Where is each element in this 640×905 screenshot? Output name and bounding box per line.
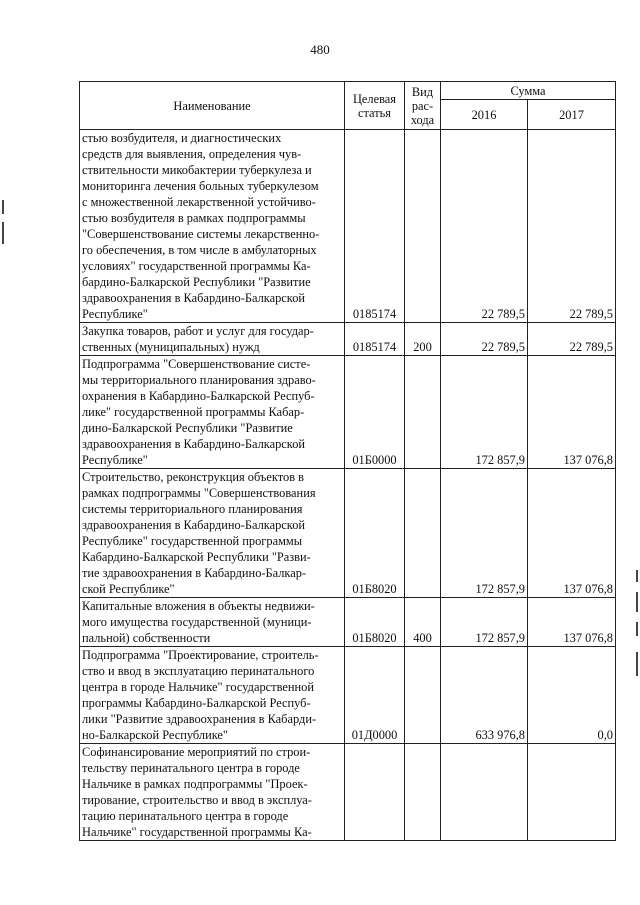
row-value-2017: 137 076,8: [528, 469, 616, 598]
row-value-2017: 137 076,8: [528, 598, 616, 647]
row-name: Закупка товаров, работ и услуг для государ- ственных (муниципальных) нужд: [80, 323, 345, 356]
row-value-2016: [441, 744, 528, 841]
header-year-2016: 2016: [441, 100, 528, 130]
row-value-2017: 0,0: [528, 647, 616, 744]
row-value-2016: 633 976,8: [441, 647, 528, 744]
row-type: [405, 469, 441, 598]
row-code: 0185174: [345, 130, 405, 323]
row-type: [405, 356, 441, 469]
table-row: [80, 323, 616, 356]
table-row: [80, 469, 616, 598]
scan-edge-mark: [2, 200, 4, 214]
row-name: Подпрограмма "Проектирование, строитель- ство и ввод в эксплуатацию перинатального центра в городе Нальчике" государственной программы Кабардино-Балкарской Респуб- лики "Развитие здравоохранения в Кабарди- но-Балкарской Республике": [80, 647, 345, 744]
row-name: Строительство, реконструкция объектов в рамках подпрограммы "Совершенствования системы территориального планирования здравоохранения в Кабардино-Балкарской Республике" государственной программы Кабардино-Балкарской Республики "Разви- тие здравоохранения в Кабардино-Балкар- ской Республике": [80, 469, 345, 598]
table-row: [80, 647, 616, 744]
row-value-2016: 22 789,5: [441, 130, 528, 323]
row-type: [405, 130, 441, 323]
row-name: Софинансирование мероприятий по строи- тельству перинатального центра в городе Нальчике в рамках подпрограммы "Проек- тирование, строительство и ввод в эксплуа- тацию перинатального центра в городе Нальчике" государственной программы Ка-: [80, 744, 345, 841]
scan-edge-mark: [2, 222, 4, 244]
budget-table: [79, 81, 616, 841]
row-value-2017: 137 076,8: [528, 356, 616, 469]
row-value-2016: 22 789,5: [441, 323, 528, 356]
scan-edge-mark: [636, 622, 638, 636]
header-name: Наименование: [80, 82, 345, 130]
row-value-2016: 172 857,9: [441, 469, 528, 598]
scan-edge-mark: [636, 570, 638, 582]
row-code: 01Б8020: [345, 469, 405, 598]
table-row: [80, 598, 616, 647]
row-name: Подпрограмма "Совершенствование систе- мы территориального планирования здраво- охранения в Кабардино-Балкарской Респуб- лике" государственной программы Кабар- дино-Балкарской Республики "Развитие здравоохранения в Кабардино-Балкарской Республике": [80, 356, 345, 469]
row-type: 400: [405, 598, 441, 647]
table-header: [80, 82, 616, 130]
row-code: 01Д0000: [345, 647, 405, 744]
row-type: 200: [405, 323, 441, 356]
row-code: 01Б0000: [345, 356, 405, 469]
row-code: 0185174: [345, 323, 405, 356]
row-code: 01Б8020: [345, 598, 405, 647]
row-value-2016: 172 857,9: [441, 356, 528, 469]
row-value-2017: [528, 744, 616, 841]
row-value-2017: 22 789,5: [528, 130, 616, 323]
table-row: [80, 744, 616, 841]
row-value-2016: 172 857,9: [441, 598, 528, 647]
scan-edge-mark: [636, 592, 638, 612]
header-sum: Сумма: [441, 82, 616, 100]
row-value-2017: 22 789,5: [528, 323, 616, 356]
page-number: 480: [310, 42, 330, 57]
row-type: [405, 744, 441, 841]
scan-edge-mark: [636, 652, 638, 676]
table-row: [80, 130, 616, 323]
header-target: Целевая статья: [345, 82, 405, 130]
row-name: стью возбудителя, и диагностических средств для выявления, определения чув- ствительности микобактерии туберкулеза и мониторинга лечения больных туберкулезом с множественной лекарственной устойчиво- стью возбудителя в рамках подпрограммы "Совершенствование системы лекарственно- го обеспечения, в том числе в амбулаторных условиях" государственной программы Ка- бардино-Балкарской Республики "Развитие здравоохранения в Кабардино-Балкарской Республике": [80, 130, 345, 323]
table-row: [80, 356, 616, 469]
header-type: Вид рас- хода: [405, 82, 441, 130]
row-type: [405, 647, 441, 744]
header-year-2017: 2017: [528, 100, 616, 130]
row-name: Капитальные вложения в объекты недвижи- мого имущества государственной (муници- пальной) собственности: [80, 598, 345, 647]
row-code: [345, 744, 405, 841]
